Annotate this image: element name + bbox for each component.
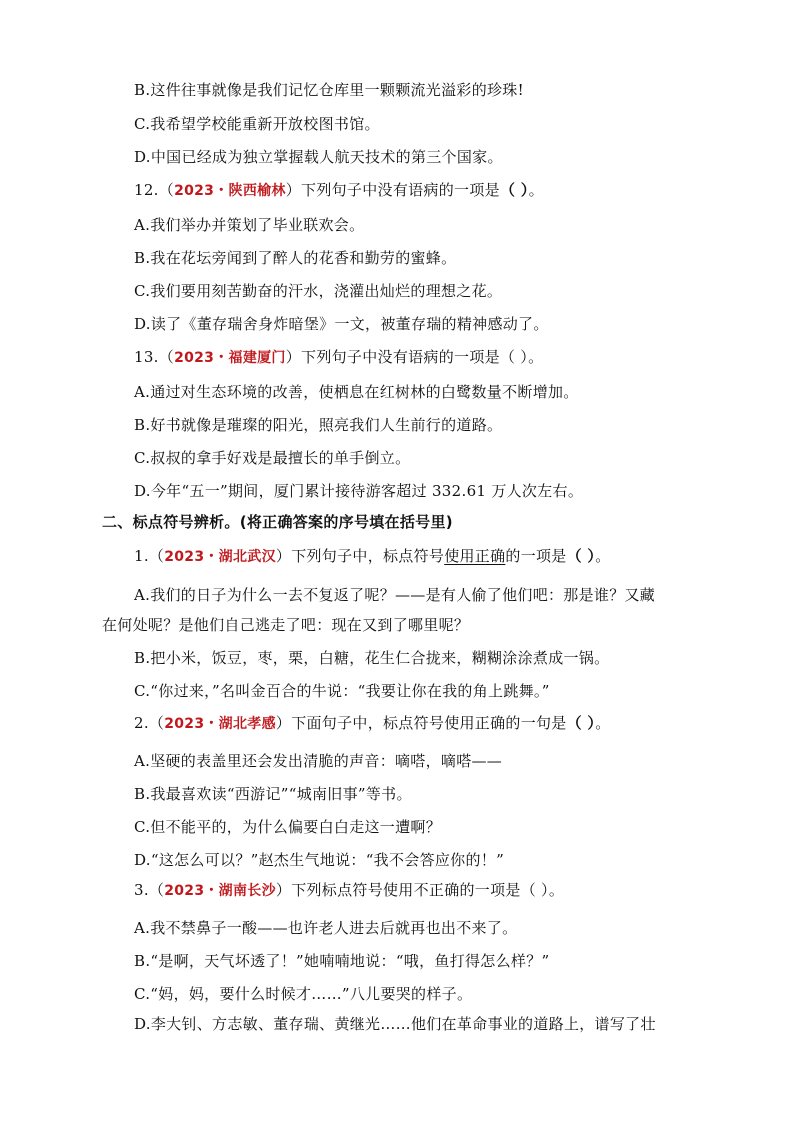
p1-option-c: C.“你过来，”名叫金百合的牛说：“我要让你在我的角上跳舞。” <box>134 682 550 700</box>
q12-option-d: D.读了《董存瑞舍身炸暗堡》一文，被董存瑞的精神感动了。 <box>134 315 549 333</box>
p3-option-a: A.我不禁鼻子一酸——也许老人进去后就再也出不来了。 <box>134 919 518 937</box>
p2-option-a: A.坚硬的表盖里还会发出清脆的声音：嘀嗒，嘀嗒—— <box>134 752 503 770</box>
p1-answer-blank[interactable]: （ ） <box>566 547 596 565</box>
q11-option-c: C.我希望学校能重新开放校图书馆。 <box>134 115 380 133</box>
p3-text: ）下列标点符号使用不正确的一项是（ ）。 <box>275 881 565 899</box>
q13-option-b: B.好书就像是璀璨的阳光，照亮我们人生前行的道路。 <box>134 416 503 434</box>
p1-source: 2023・湖北武汉 <box>164 549 276 565</box>
q12-number: 12.（ <box>134 181 175 199</box>
q13-text: ）下列句子中没有语病的一项是（ ）。 <box>285 348 544 366</box>
q13-number: 13.（ <box>134 348 175 366</box>
q12-option-a: A.我们举办并策划了毕业联欢会。 <box>134 216 365 234</box>
q13-stem <box>134 347 543 368</box>
p2-number: 2.（ <box>134 714 165 732</box>
p1-option-a-line2: 在何处呢？是他们自己逃走了吧：现在又到了哪里呢？ <box>102 616 470 634</box>
p1-stem <box>134 546 611 567</box>
q13-source: 2023・福建厦门 <box>174 350 286 366</box>
p1-option-a-line1: A.我们的日子为什么一去不复返了呢？——是有人偷了他们吧：那是谁？又藏 <box>134 586 656 604</box>
p2-option-c: C.但不能平的，为什么偏要白白走这一遭啊？ <box>134 818 442 836</box>
p3-number: 3.（ <box>134 881 165 899</box>
p1-underlined-text: 使用正确 <box>444 547 506 565</box>
q12-source: 2023・陕西榆林 <box>174 183 286 199</box>
q11-option-d: D.中国已经成为独立掌握载人航天技术的第三个国家。 <box>134 148 503 166</box>
q13-option-d: D.今年“五一”期间，厦门累计接待游客超过 332.61 万人次左右。 <box>134 482 584 500</box>
p2-stem <box>134 713 611 734</box>
q12-option-b: B.我在花坛旁闻到了醉人的花香和勤劳的蜜蜂。 <box>134 249 457 267</box>
p3-stem <box>134 880 564 901</box>
q13-option-a: A.通过对生态环境的改善，使栖息在红树林的白鹭数量不断增加。 <box>134 383 579 401</box>
p2-answer-blank[interactable]: （ ） <box>566 714 596 732</box>
q12-stem <box>134 180 544 201</box>
q12-answer-blank[interactable]: （ ） <box>499 181 529 199</box>
p2-option-d: D.“这怎么可以？”赵杰生气地说：“我不会答应你的！” <box>134 851 505 869</box>
p1-text-b: 的一项是 <box>505 547 567 565</box>
q12-text: ）下列句子中没有语病的一项是 <box>285 181 500 199</box>
q12-option-c: C.我们要用刻苦勤奋的汗水，浇灌出灿烂的理想之花。 <box>134 282 503 300</box>
p1-end: 。 <box>595 547 611 565</box>
p1-number: 1.（ <box>134 547 165 565</box>
p2-end: 。 <box>595 714 611 732</box>
p3-option-d: D.李大钊、方志敏、董存瑞、黄继光……他们在革命事业的道路上，谱写了壮 <box>134 1015 656 1033</box>
q11-option-b: B.这件往事就像是我们记忆仓库里一颗颗流光溢彩的珍珠! <box>134 81 524 99</box>
p3-source: 2023・湖南长沙 <box>164 883 276 899</box>
q12-end: 。 <box>528 181 544 199</box>
p3-option-c: C.“妈，妈，要什么时候才……”八儿要哭的样子。 <box>134 985 473 1003</box>
p2-text: ）下面句子中，标点符号使用正确的一句是 <box>275 714 567 732</box>
p2-option-b: B.我最喜欢读“西游记”“城南旧事”等书。 <box>134 785 412 803</box>
p1-text-a: ）下列句子中，标点符号 <box>275 547 445 565</box>
p3-option-b: B.“是啊，天气坏透了！”她喃喃地说：“哦，鱼打得怎么样？” <box>134 952 550 970</box>
section-2-title: 二、标点符号辨析。(将正确答案的序号填在括号里) <box>102 513 453 531</box>
p1-option-b: B.把小米，饭豆，枣，栗，白糖，花生仁合拢来，糊糊涂涂煮成一锅。 <box>134 649 610 667</box>
p2-source: 2023・湖北孝感 <box>164 716 276 732</box>
q13-option-c: C.叔叔的拿手好戏是最擅长的单手倒立。 <box>134 449 411 467</box>
